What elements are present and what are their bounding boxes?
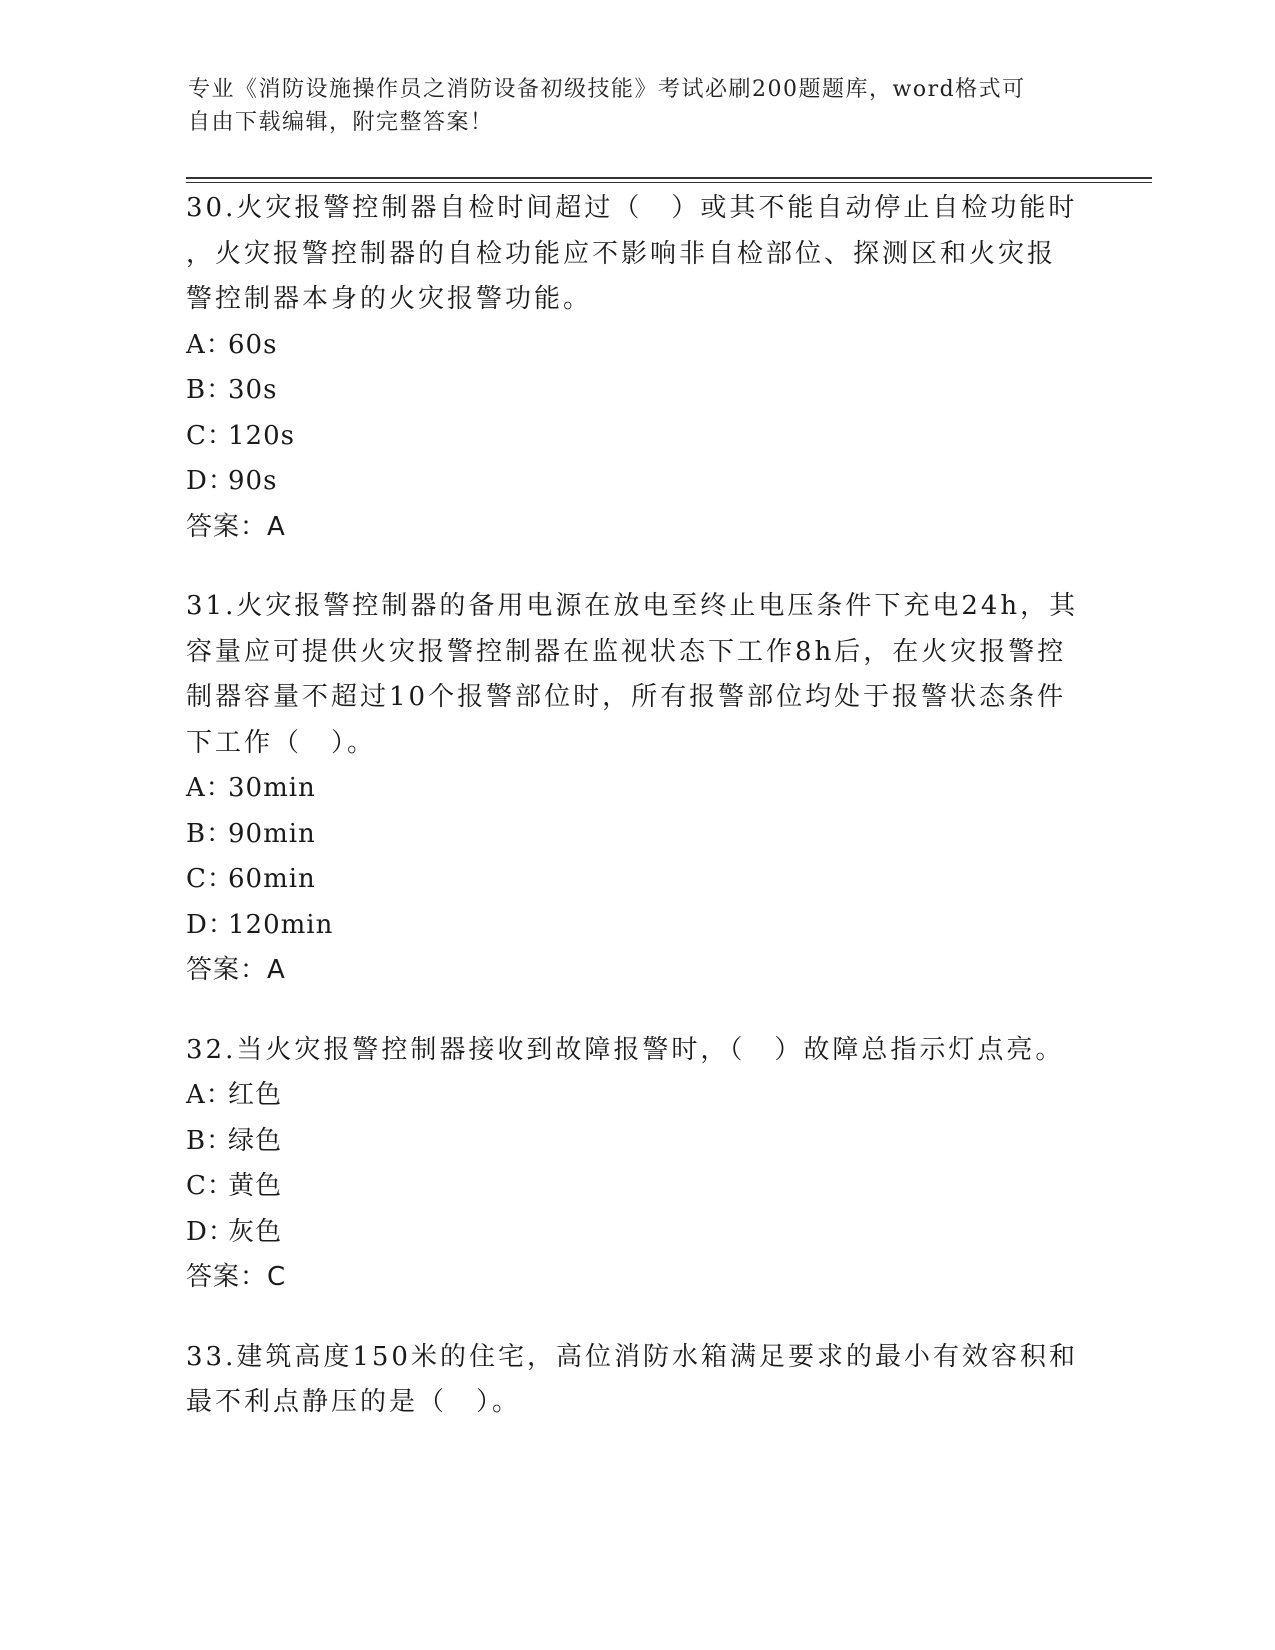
- option-key: D：: [186, 1216, 235, 1247]
- option-key: C：: [186, 864, 234, 894]
- question-stem-line: 制器容量不超过10个报警部位时，所有报警部位均处于报警状态条件: [186, 682, 1067, 712]
- option-text: 黄色: [228, 1171, 283, 1201]
- option-text: 120s: [228, 420, 295, 451]
- option-text: 30s: [228, 375, 278, 405]
- option-text: 90min: [228, 818, 316, 849]
- option-text: 60s: [228, 329, 278, 360]
- answer-line: 答案：C: [186, 1262, 287, 1292]
- question-stem-line: 32.当火灾报警控制器接收到故障报警时，（ ）故障总指示灯点亮。: [186, 1034, 1065, 1065]
- question-stem-line: 33.建筑高度150米的住宅，高位消防水箱满足要求的最小有效容积和: [186, 1341, 1078, 1372]
- option-a: [186, 766, 1086, 812]
- option-text: 90s: [228, 466, 278, 496]
- option-c: [186, 1164, 1086, 1210]
- question-stem-line: 容量应可提供火灾报警控制器在监视状态下工作8h后，在火灾报警控: [186, 636, 1067, 667]
- question-33: [186, 1335, 1086, 1426]
- answer-line: 答案：A: [186, 511, 286, 542]
- option-key: D：: [186, 466, 235, 496]
- header-rule-thin: [186, 182, 1152, 183]
- question-32: [186, 1028, 1086, 1301]
- question-31: [186, 584, 1086, 994]
- option-a: [186, 323, 1086, 369]
- header-line-2: 自由下载编辑，附完整答案！: [188, 110, 494, 135]
- option-text: 120min: [228, 909, 334, 940]
- option-c: [186, 857, 1086, 903]
- question-list: [186, 186, 1086, 1460]
- option-a: [186, 1073, 1086, 1119]
- option-b: [186, 368, 1086, 414]
- option-key: B：: [186, 1125, 234, 1156]
- question-30: [186, 186, 1086, 550]
- option-text: 60min: [228, 864, 316, 894]
- answer-line: 答案：A: [186, 955, 286, 985]
- question-stem-line: 31.火灾报警控制器的备用电源在放电至终止电压条件下充电24h，其: [186, 591, 1079, 621]
- option-c: [186, 414, 1086, 460]
- option-text: 红色: [228, 1080, 283, 1110]
- option-key: B：: [186, 818, 234, 849]
- option-d: [186, 903, 1086, 949]
- option-key: C：: [186, 420, 234, 451]
- option-key: A：: [186, 773, 233, 803]
- header-rule-thick: [186, 177, 1152, 179]
- question-stem-line: 下工作（ ）。: [186, 727, 377, 758]
- option-text: 灰色: [228, 1216, 283, 1247]
- option-key: D：: [186, 909, 235, 940]
- question-stem-line: 30.火灾报警控制器自检时间超过（ ）或其不能自动停止自检功能时: [186, 193, 1078, 223]
- option-key: B：: [186, 375, 234, 405]
- option-b: [186, 1119, 1086, 1165]
- option-text: 绿色: [228, 1125, 283, 1156]
- option-key: C：: [186, 1171, 234, 1201]
- option-d: [186, 1210, 1086, 1256]
- question-stem-line: 警控制器本身的火灾报警功能。: [186, 284, 593, 314]
- option-key: A：: [186, 1080, 233, 1110]
- option-text: 30min: [228, 773, 316, 803]
- question-stem-line: 最不利点静压的是（ ）。: [186, 1387, 522, 1417]
- question-stem-line: ，火灾报警控制器的自检功能应不影响非自检部位、探测区和火灾报: [186, 238, 1057, 269]
- option-d: [186, 459, 1086, 505]
- option-key: A：: [186, 329, 233, 360]
- header-line-1: 专业《消防设施操作员之消防设备初级技能》考试必刷200题题库，word格式可: [188, 77, 1026, 102]
- option-b: [186, 812, 1086, 858]
- document-header: [188, 73, 1068, 139]
